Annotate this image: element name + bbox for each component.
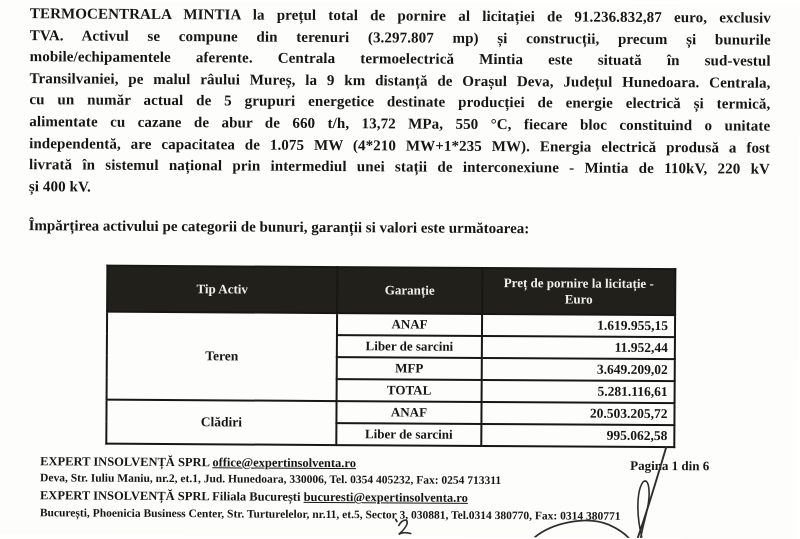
pret-cell: 5.281.116,61 bbox=[482, 380, 675, 403]
pret-cell: 1.619.955,15 bbox=[482, 314, 675, 337]
garantie-cell: ANAF bbox=[336, 401, 481, 424]
garantie-cell: MFP bbox=[337, 357, 482, 380]
footer-address-1: Deva, Str. Iuliu Maniu, nr.2, et.1, Jud. Hunedoara, 330006, Tel. 0354 405232, Fax: 0254 713311 bbox=[40, 472, 502, 488]
pret-cell: 11.952,44 bbox=[482, 336, 675, 359]
header-pret: Preț de pornire la licitație - Euro bbox=[482, 268, 675, 315]
header-garantie: Garanție bbox=[337, 267, 482, 314]
paragraph-line: și 400 kV. bbox=[28, 178, 91, 196]
tip-activ-cell: Teren bbox=[107, 312, 338, 401]
paragraph-line: TERMOCENTRALA MINTIA la prețul total de pornire al licitației de 91.236.832,87 euro, exclusiv bbox=[29, 6, 771, 27]
paragraph-line: mobile/echipamentele aferente. Centrala termoelectrică Mintia este situată în sud-vestul bbox=[29, 49, 771, 70]
intro-paragraph bbox=[29, 4, 771, 203]
pret-cell: 995.062,58 bbox=[481, 424, 674, 447]
pret-cell: 3.649.209,02 bbox=[482, 358, 675, 381]
paragraph-line: livrată în sistemul național prin intermediul unei stații de interconexiune - Mintia de 110kV, 220 kV bbox=[28, 157, 771, 178]
garantie-cell: Liber de sarcini bbox=[337, 335, 482, 358]
garantie-cell: Liber de sarcini bbox=[336, 423, 481, 446]
table-header-row bbox=[107, 266, 675, 315]
footer-email: office@expertinsolventa.ro bbox=[212, 455, 357, 471]
paragraph-line: independentă, are capacitatea de 1.075 MW (4*210 MW+1*235 MW). Energia electrică produsă a fost bbox=[29, 135, 771, 157]
paragraph-line: cu un număr actual de 5 grupuri energetice destinate producției de energie electrică și termică, bbox=[29, 92, 771, 114]
footer-company-name: EXPERT INSOLVENȚĂ SPRL Filiala București bbox=[39, 488, 301, 505]
table-row bbox=[106, 400, 674, 425]
paragraph-line: TVA. Activul se compune din terenuri (3.297.807 mp) și construcții, precum și bunurile bbox=[29, 27, 771, 49]
paragraph-line: alimentate cu cazane de abur de 660 t/h, 13,72 MPa, 550 °C, fiecare bloc constituind o unitate bbox=[29, 114, 771, 135]
table-row bbox=[107, 312, 675, 337]
footer-address-2: București, Phoenicia Business Center, Str. Turturelelor, nr.11, et.5, Sector 3, 030881, Tel.0314 380770, Fax: 0314 380771 bbox=[39, 506, 621, 523]
garantie-cell: ANAF bbox=[337, 313, 482, 336]
section-heading: Împărțirea activului pe categorii de bunuri, garanții si valori este următoarea: bbox=[28, 218, 530, 238]
garantie-cell: TOTAL bbox=[337, 379, 482, 402]
footer-company-name: EXPERT INSOLVENȚĂ SPRL bbox=[40, 454, 210, 470]
pret-cell: 20.503.205,72 bbox=[481, 402, 674, 425]
header-tip-activ: Tip Activ bbox=[107, 266, 337, 313]
paragraph-line: Transilvaniei, pe malul râului Mureș, la 9 km distanță de Orașul Deva, Județul Hunedoara. Centrala, bbox=[29, 70, 771, 92]
asset-categories-table bbox=[105, 265, 676, 448]
page-indicator: Pagina 1 din 6 bbox=[630, 457, 710, 474]
tip-activ-cell: Clădiri bbox=[106, 400, 336, 445]
footer-email: bucuresti@expertinsolventa.ro bbox=[303, 490, 468, 506]
